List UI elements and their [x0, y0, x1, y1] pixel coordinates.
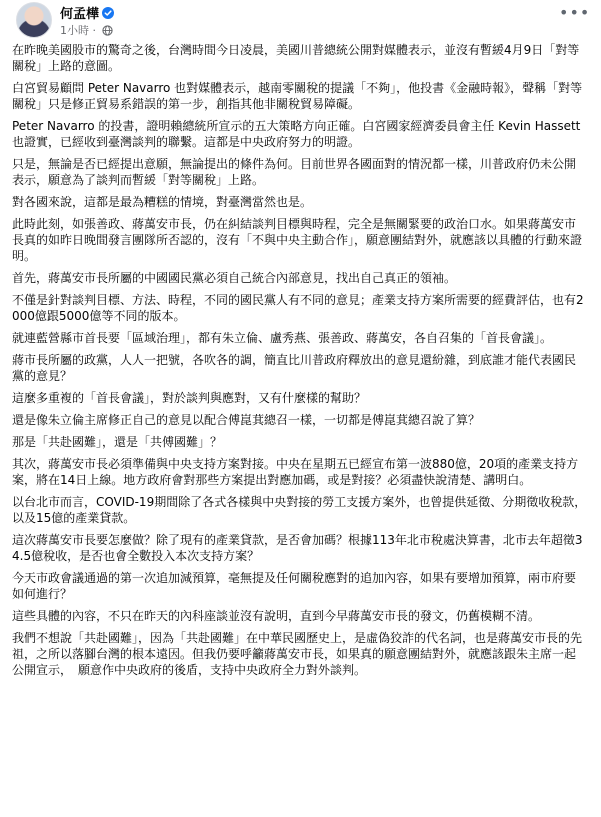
post-paragraph: 首先，蔣萬安市長所屬的中國國民黨必須自己統合內部意見，找出自己真正的領袖。: [12, 271, 457, 285]
post-paragraph: 對各國來說，這都是最為糟糕的情境，對臺灣當然也是。: [12, 195, 313, 209]
post-paragraph: 蔣市長所屬的政黨，人人一把號，各吹各的調，簡直比川普政府釋放出的意見還紛雜，到底誰才能代表國民黨的意見？: [12, 353, 577, 383]
post-paragraph: 其次，蔣萬安市長必須準備與中央支持方案對接。中央在星期五已經宣布第一波880億，20項的產業支持方案，將在14日上線。地方政府會對那些方案提出對應加碼，或是對接？必須盡快說清楚、講明白。: [12, 457, 579, 487]
post-paragraph: Peter Navarro 的投書，證明賴總統所宣示的五大策略方向正確。白宮國家經濟委員會主任 Kevin Hassett 也證實，已經收到臺灣談判的聯繫。這都是中央政府努力的明證。: [12, 119, 581, 149]
post-paragraph: 在昨晚美國股市的驚奇之後，台灣時間今日凌晨，美國川普總統公開對媒體表示，並沒有暫緩4月9日「對等關稅」上路的意圖。: [12, 43, 580, 73]
post-paragraph: 我們不想說「共赴國難」，因為「共赴國難」在中華民國歷史上，是虛偽狡詐的代名詞，也是蔣萬安市長的先祖，之所以落腳台灣的根本遠因。但我仍要呼籲蔣萬安市長，如果真的願意團結對外，就應該跟朱主席一起公開宣示， 願意作中央政府的後盾，支持中央政府全力對外談判。: [12, 631, 583, 677]
more-dots-icon: •••: [559, 3, 591, 22]
post-paragraph: 只是，無論是否已經提出意願，無論提出的條件為何。目前世界各國面對的情況都一樣，川普政府仍未公開表示，願意為了談判而暫緩「對等關稅」上路。: [12, 157, 577, 187]
author-name-wrap: [60, 3, 114, 22]
post-paragraph: 今天市政會議通過的第一次追加減預算，毫無提及任何關稅應對的追加內容，如果有要增加預算，兩市府要如何進行？: [12, 571, 577, 601]
avatar[interactable]: [16, 2, 52, 38]
post-paragraph: 就連藍營縣市首長要「區域治理」，都有朱立倫、盧秀燕、張善政、蔣萬安，各自召集的「首長會議」。: [12, 331, 553, 345]
post-paragraph: 白宮貿易顧問 Peter Navarro 也對媒體表示，越南零關稅的提議「不夠」，他投書《金融時報》，聲稱「對等關稅」只是修正貿易系錯誤的第一步，創指其他非關稅貿易障礙。: [12, 81, 583, 111]
post-body: [8, 42, 593, 678]
verified-badge-icon: [102, 7, 114, 19]
post-paragraph: 以台北市而言，COVID-19期間除了各式各樣與中央對接的勞工支援方案外，也曾提供延徵、分期徵收稅款，以及15億的產業貸款。: [12, 495, 587, 525]
meta-separator: ·: [92, 24, 96, 37]
author-name[interactable]: 何孟樺: [60, 7, 100, 22]
public-globe-icon: [102, 25, 113, 36]
post-paragraph: 此時此刻，如張善政、蔣萬安市長，仍在糾結談判目標與時程，完全是無關緊要的政治口水。如果蔣萬安市長真的如昨日晚間發言團隊所否認的，沒有「不與中央主動合作」，願意團結對外，就應該以具體的行動來證明。: [12, 217, 583, 263]
post-paragraph: 還是像朱立倫主席修正自己的意見以配合傅崑萁總召一樣，一切都是傅崑萁總召說了算？: [12, 413, 481, 427]
post-paragraph: 這麼多重複的「首長會議」，對於談判與應對，又有什麼樣的幫助？: [12, 391, 367, 405]
post-paragraph: 那是「共赴國難」，還是「共傅國難」？: [12, 435, 223, 449]
more-options-button[interactable]: [559, 3, 591, 26]
post-paragraph: 這次蔣萬安市長要怎麼做？除了現有的產業貸款，是否會加碼？根據113年北市稅處決算書，北市去年超徵34.5億稅收，是否也會全數投入本次支持方案？: [12, 533, 583, 563]
post-meta: [60, 22, 113, 38]
post-time[interactable]: 1小時: [60, 24, 89, 37]
post-paragraph: 不僅是針對談判目標、方法、時程，不同的國民黨人有不同的意見；產業支持方案所需要的經費評估，也有2000億跟5000億等不同的版本。: [12, 293, 584, 323]
post-header: [8, 0, 593, 42]
post-paragraph: 這些具體的內容，不只在昨天的內科座談並沒有說明，直到今早蔣萬安市長的發文，仍舊模糊不清。: [12, 609, 541, 623]
